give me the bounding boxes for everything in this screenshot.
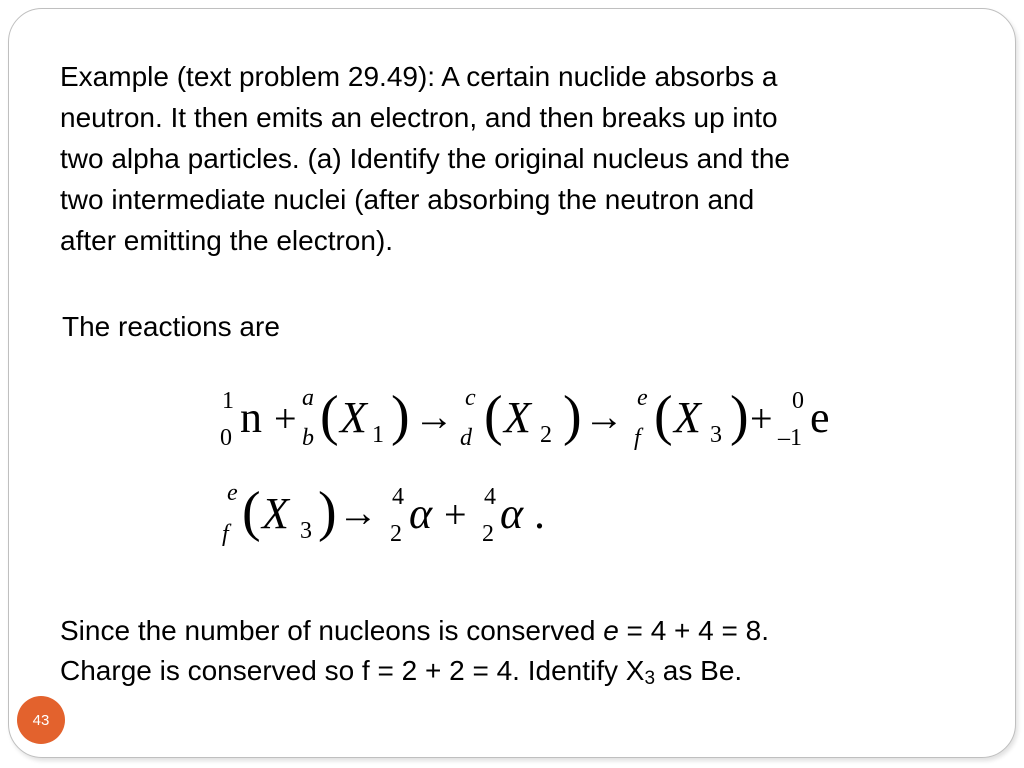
electron-charge: –1 (778, 425, 802, 451)
variable-e: e (603, 615, 619, 646)
left-paren: ( (242, 481, 261, 543)
alpha2-symbol: α (500, 489, 524, 538)
reactions-label: The reactions are (62, 311, 280, 342)
conclusion-text: Charge is conserved so f = 2 + 2 = 4. Identify X (60, 655, 645, 686)
nucleus1-mass: a (302, 385, 314, 411)
plus-sign: + (444, 492, 467, 537)
nucleus2-mass: c (465, 385, 476, 411)
nucleus2-charge: d (460, 425, 472, 451)
nucleus1-charge: b (302, 425, 314, 451)
nucleus3-charge: f (634, 425, 641, 451)
nucleus3-mass: e (227, 480, 238, 506)
nucleus1-index: 1 (372, 422, 384, 448)
period: . (534, 489, 545, 538)
problem-line: neutron. It then emits an electron, and then breaks up into (60, 102, 778, 133)
nucleus3-charge: f (222, 521, 229, 547)
nucleus3-mass: e (637, 385, 648, 411)
plus-sign: + (274, 396, 297, 441)
problem-line: two intermediate nuclei (after absorbing the neutron and (60, 184, 755, 215)
conclusion-text: Since the number of nucleons is conserved (60, 615, 604, 646)
conclusion (60, 611, 769, 691)
x3-subscript: 3 (644, 668, 656, 689)
alpha1-symbol: α (409, 489, 433, 538)
nucleus3-symbol: X (674, 393, 701, 442)
right-paren: ) (318, 481, 337, 543)
neutron-charge: 0 (220, 425, 232, 451)
arrow-sign: → (584, 394, 624, 439)
alpha1-charge: 2 (390, 521, 402, 547)
conclusion-text: as Be. (655, 655, 743, 686)
right-paren: ) (730, 385, 749, 447)
nucleus3-index: 3 (710, 422, 722, 448)
right-paren: ) (391, 385, 410, 447)
nucleus2-index: 2 (540, 422, 552, 448)
nucleus3-symbol: X (262, 489, 289, 538)
slide-number-badge: 43 (17, 696, 65, 744)
left-paren: ( (320, 385, 339, 447)
arrow-sign: → (338, 490, 378, 535)
nucleus3-index: 3 (300, 518, 312, 544)
electron-mass: 0 (792, 388, 804, 414)
nucleus1-symbol: X (340, 393, 367, 442)
equation-2 (222, 480, 545, 547)
nucleus2-symbol: X (504, 393, 531, 442)
problem-line: Example (text problem 29.49): A certain nuclide absorbs a (60, 61, 778, 92)
equation-1 (220, 385, 830, 451)
problem-line: two alpha particles. (a) Identify the original nucleus and the (60, 143, 790, 174)
conclusion-text: = 4 + 4 = 8. (618, 615, 770, 646)
arrow-sign: → (414, 394, 454, 439)
conclusion-line-1 (60, 611, 769, 651)
plus-sign: + (750, 396, 773, 441)
left-paren: ( (484, 385, 503, 447)
problem-line: after emitting the electron). (60, 225, 394, 256)
alpha2-charge: 2 (482, 521, 494, 547)
right-paren: ) (563, 385, 582, 447)
neutron-symbol: n (240, 393, 262, 442)
neutron-mass: 1 (222, 388, 234, 414)
alpha1-mass: 4 (392, 484, 404, 510)
left-paren: ( (654, 385, 673, 447)
alpha2-mass: 4 (484, 484, 496, 510)
electron-symbol: e (810, 393, 830, 442)
conclusion-line-2 (60, 651, 769, 691)
